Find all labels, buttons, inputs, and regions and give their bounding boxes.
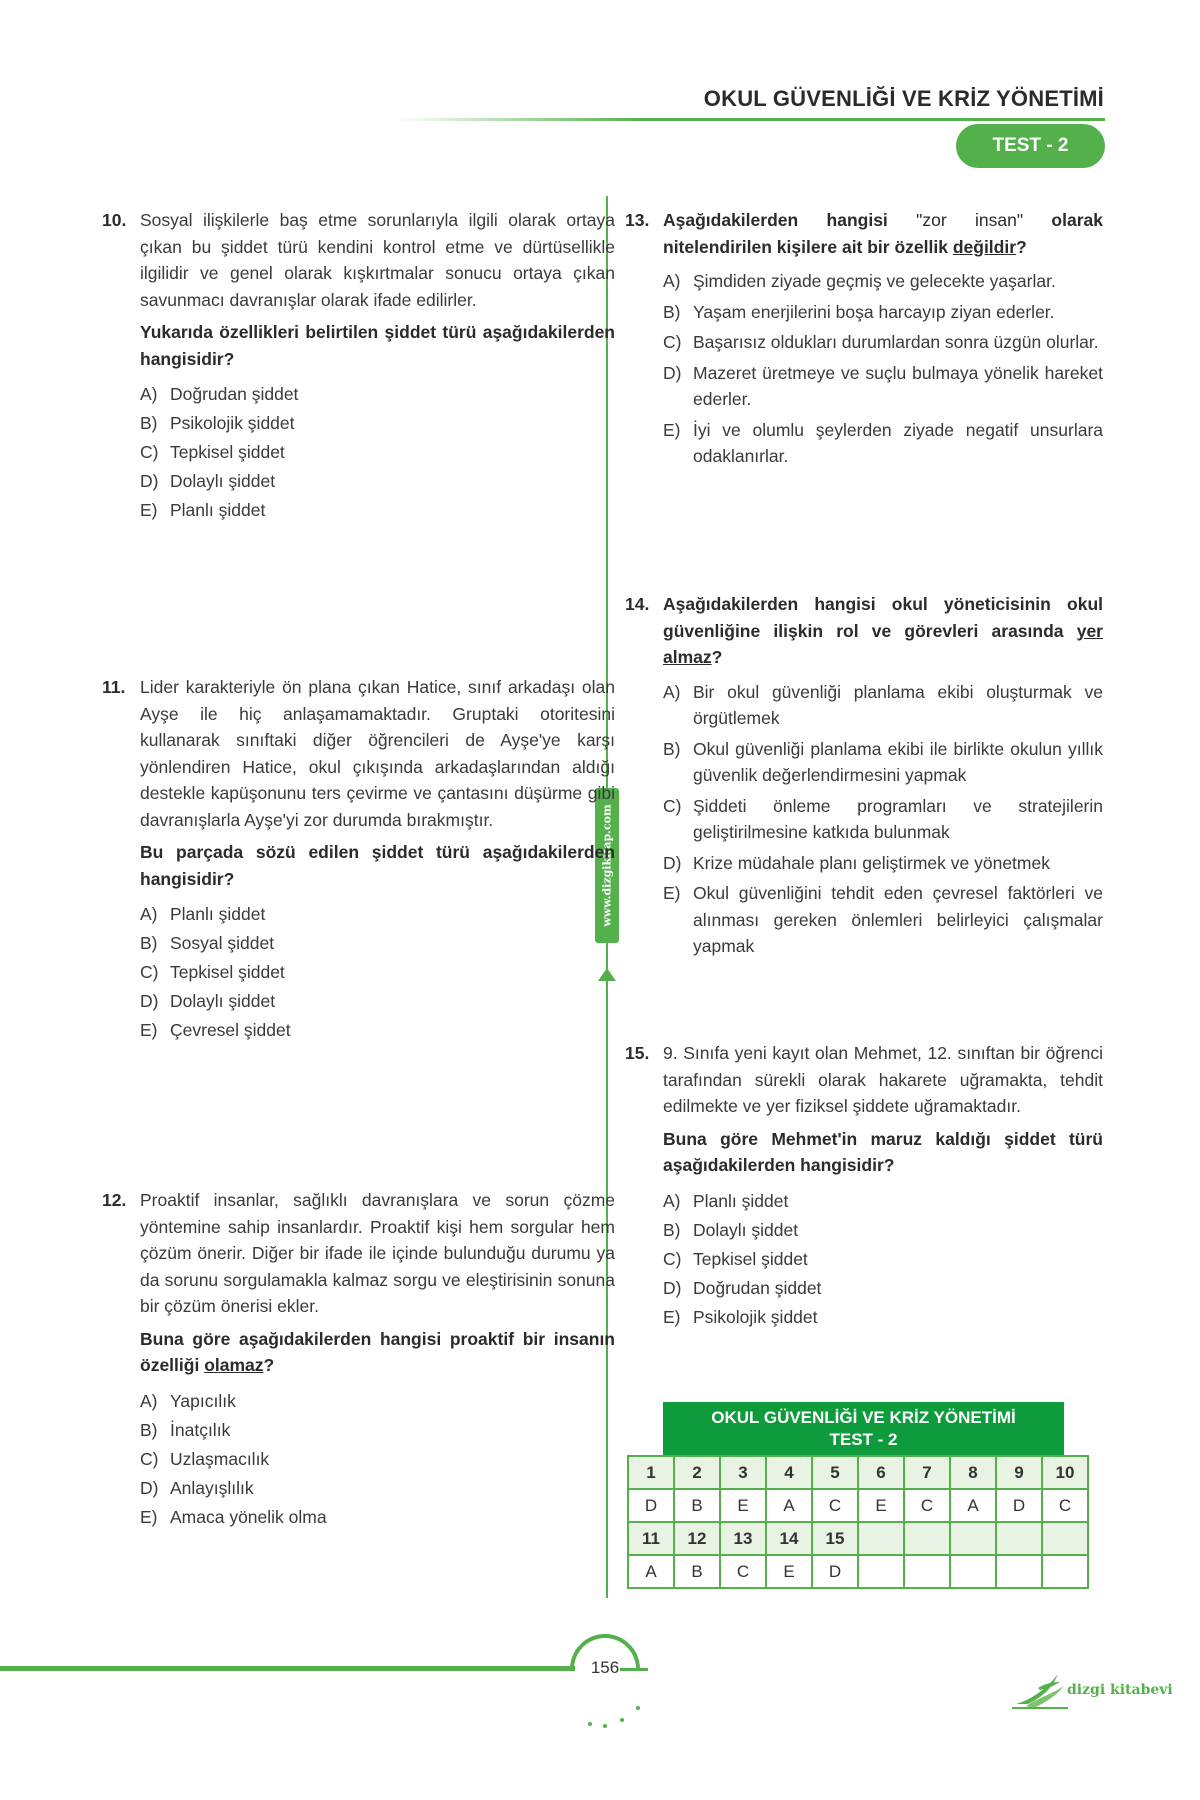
option-b[interactable]: B) Sosyal şiddet: [140, 933, 275, 954]
question-number: 12.: [102, 1190, 127, 1210]
option-c[interactable]: C) Tepkisel şiddet: [140, 962, 285, 983]
question-stem: Aşağıdakilerden hangisi okul yöneticisinin okul güvenliğine ilişkin rol ve görevleri arasında yer almaz?: [663, 594, 1103, 667]
key-cell: [996, 1522, 1042, 1555]
negation-underline: değildir: [952, 236, 1017, 257]
question-15: [625, 1040, 1103, 1332]
question-text: 9. Sınıfa yeni kayıt olan Mehmet, 12. sınıftan bir öğrenci tarafından sürekli olarak hakarete uğramakta, tehdit edilmekte ve yer fiziksel şiddete uğramaktadır.: [663, 1043, 1103, 1116]
key-cell: [904, 1522, 950, 1555]
key-cell: E: [858, 1489, 904, 1522]
key-cell: C: [904, 1489, 950, 1522]
option-c[interactable]: C) Uzlaşmacılık: [140, 1448, 270, 1469]
question-number: 10.: [102, 210, 127, 230]
page-number: 156: [590, 1658, 620, 1677]
key-cell: A: [950, 1489, 996, 1522]
publisher-logo-text: dizgi kitabevi: [1067, 1682, 1173, 1698]
answer-key-answer-row: [628, 1489, 1088, 1522]
header-divider: [395, 118, 1105, 121]
question-14: [625, 591, 1103, 964]
key-cell: 4: [766, 1456, 812, 1489]
options-list: [663, 679, 1103, 960]
option-d[interactable]: D) Krize müdahale planı geliştirmek ve yönetmek: [663, 852, 1050, 873]
option-c[interactable]: C) Başarısız oldukları durumlardan sonra üzgün olurlar.: [663, 332, 1099, 352]
key-cell: 5: [812, 1456, 858, 1489]
key-cell: E: [766, 1555, 812, 1588]
option-e[interactable]: E) İyi ve olumlu şeylerden ziyade negatif unsurlara odaklanırlar.: [663, 419, 1103, 466]
test-badge: TEST - 2: [956, 124, 1105, 168]
key-cell: D: [628, 1489, 674, 1522]
key-cell: E: [720, 1489, 766, 1522]
options-list: [140, 900, 615, 1045]
key-cell: 8: [950, 1456, 996, 1489]
key-cell: 6: [858, 1456, 904, 1489]
option-e[interactable]: E) Amaca yönelik olma: [140, 1506, 327, 1527]
decor-dot: [603, 1724, 607, 1728]
option-b[interactable]: B) Okul güvenliği planlama ekibi ile birlikte okulun yıllık güvenlik değerlendirmesini yapmak: [663, 738, 1103, 785]
option-d[interactable]: D) Anlayışlılık: [140, 1477, 254, 1498]
option-a[interactable]: A) Bir okul güvenliği planlama ekibi oluşturmak ve örgütlemek: [663, 681, 1103, 728]
answer-key-number-row: [628, 1522, 1088, 1555]
key-cell: 11: [628, 1522, 674, 1555]
key-cell: A: [766, 1489, 812, 1522]
key-cell: 12: [674, 1522, 720, 1555]
website-text: www.dizgikitap.com: [600, 804, 614, 927]
negation-underline: olamaz: [204, 1355, 264, 1375]
option-d[interactable]: D) Dolaylı şiddet: [140, 991, 276, 1012]
key-cell: [950, 1522, 996, 1555]
options-list: [663, 268, 1103, 470]
option-c[interactable]: C) Tepkisel şiddet: [663, 1248, 808, 1269]
key-cell: [858, 1522, 904, 1555]
answer-key-answer-row: [628, 1555, 1088, 1588]
footer-line: [0, 1666, 575, 1671]
key-cell: A: [628, 1555, 674, 1588]
key-cell: [950, 1555, 996, 1588]
key-cell: [858, 1555, 904, 1588]
key-cell: C: [1042, 1489, 1088, 1522]
option-a[interactable]: A) Planlı şiddet: [663, 1190, 789, 1211]
key-cell: 9: [996, 1456, 1042, 1489]
option-b[interactable]: B) Dolaylı şiddet: [663, 1219, 799, 1240]
answer-key-table: [627, 1455, 1089, 1589]
option-b[interactable]: B) İnatçılık: [140, 1419, 231, 1440]
key-cell: [1042, 1555, 1088, 1588]
key-cell: C: [720, 1555, 766, 1588]
decor-dot: [588, 1722, 592, 1726]
question-number: 14.: [625, 594, 650, 614]
decor-dot: [636, 1706, 640, 1710]
options-list: [140, 1387, 615, 1532]
question-number: 13.: [625, 210, 650, 230]
option-d[interactable]: D) Mazeret üretmeye ve suçlu bulmaya yönelik hareket ederler.: [663, 362, 1103, 409]
option-c[interactable]: C) Tepkisel şiddet: [140, 442, 285, 463]
question-12: [102, 1187, 615, 1532]
answer-key-title-line1: OKUL GÜVENLİĞİ VE KRİZ YÖNETİMİ: [711, 1407, 1016, 1427]
question-number: 15.: [625, 1043, 650, 1063]
option-a[interactable]: A) Yapıcılık: [140, 1390, 236, 1411]
option-d[interactable]: D) Dolaylı şiddet: [140, 471, 276, 492]
key-cell: C: [812, 1489, 858, 1522]
option-e[interactable]: E) Planlı şiddet: [140, 500, 266, 521]
key-cell: 7: [904, 1456, 950, 1489]
option-e[interactable]: E) Psikolojik şiddet: [663, 1306, 818, 1327]
key-cell: [904, 1555, 950, 1588]
answer-key-title: [663, 1402, 1064, 1455]
question-number: 11.: [102, 677, 126, 697]
option-a[interactable]: A) Doğrudan şiddet: [140, 384, 299, 405]
option-a[interactable]: A) Şimdiden ziyade geçmiş ve gelecekte yaşarlar.: [663, 271, 1056, 291]
options-list: [663, 1187, 1103, 1332]
key-cell: D: [812, 1555, 858, 1588]
key-cell: 15: [812, 1522, 858, 1555]
question-stem: Bu parçada sözü edilen şiddet türü aşağıdakilerden hangisidir?: [140, 842, 615, 889]
key-cell: 14: [766, 1522, 812, 1555]
option-d[interactable]: D) Doğrudan şiddet: [663, 1277, 822, 1298]
key-cell: 2: [674, 1456, 720, 1489]
option-c[interactable]: C) Şiddeti önleme programları ve stratejilerin geliştirilmesine katkıda bulunmak: [663, 795, 1103, 842]
key-cell: [996, 1555, 1042, 1588]
question-stem: Yukarıda özellikleri belirtilen şiddet türü aşağıdakilerden hangisidir?: [140, 322, 615, 369]
negation-underline: yer almaz: [663, 620, 1103, 667]
question-text: Lider karakteriyle ön plana çıkan Hatice, sınıf arkadaşı olan Ayşe ile hiç anlaşamamaktadır. Gruptaki otoritesini kullanarak sınıftaki diğer öğrencileri de Ayşe'ye karşı yönlendiren Hatice, okul çıkışında arkadaşlarından aldığı destekle kapüşonunu ters çevirme ve çantasını düşürme gibi davranışlarla Ayşe'yi zor durumda bırakmıştır.: [140, 677, 615, 830]
answer-key-number-row: [628, 1456, 1088, 1489]
question-11: [102, 674, 615, 1045]
key-cell: D: [996, 1489, 1042, 1522]
option-a[interactable]: A) Planlı şiddet: [140, 904, 266, 925]
question-text: Proaktif insanlar, sağlıklı davranışlara ve sorun çözme yöntemine sahip insanlardır. Proaktif kişi hem sorgular hem çözüm önerir. Diğer bir ifade ile içinde bulunduğu durumu ya da sorunu sorgulamakla kalmaz sorgu ve eleştirisinin sonuna bir çözüm önerisi ekler.: [140, 1190, 615, 1316]
question-stem: Buna göre aşağıdakilerden hangisi proaktif bir insanın özelliği olamaz?: [140, 1328, 615, 1375]
question-13: [625, 207, 1103, 474]
page-header-title: OKUL GÜVENLİĞİ VE KRİZ YÖNETİMİ: [703, 86, 1104, 111]
key-cell: B: [674, 1555, 720, 1588]
key-cell: 3: [720, 1456, 766, 1489]
key-cell: B: [674, 1489, 720, 1522]
option-e[interactable]: E) Okul güvenliğini tehdit eden çevresel faktörleri ve alınması gereken önlemleri belirleyici çalışmalar yapmak: [663, 883, 1103, 956]
key-cell: [1042, 1522, 1088, 1555]
key-cell: 13: [720, 1522, 766, 1555]
answer-key-title-line2: TEST - 2: [829, 1429, 898, 1449]
question-10: [102, 207, 615, 525]
key-cell: 1: [628, 1456, 674, 1489]
decor-dot: [620, 1718, 624, 1722]
question-text: Sosyal ilişkilerle baş etme sorunlarıyla ilgili olarak ortaya çıkan bu şiddet türü kendini kontrol etme ve dürtüsellikle ilgilidir ve genel olarak kışkırtmalar sonucu ortaya çıkan savunmacı davranışlar olarak ifade edilirler.: [140, 210, 615, 310]
option-b[interactable]: B) Yaşam enerjilerini boşa harcayıp ziyan ederler.: [663, 301, 1055, 322]
option-e[interactable]: E) Çevresel şiddet: [140, 1020, 291, 1041]
option-b[interactable]: B) Psikolojik şiddet: [140, 413, 295, 434]
question-stem: Aşağıdakilerden hangisi "zor insan" olarak nitelendirilen kişilere ait bir özellik değildir?: [663, 210, 1103, 257]
key-cell: 10: [1042, 1456, 1088, 1489]
options-list: [140, 380, 615, 525]
question-stem: Buna göre Mehmet'in maruz kaldığı şiddet türü aşağıdakilerden hangisidir?: [663, 1128, 1103, 1175]
